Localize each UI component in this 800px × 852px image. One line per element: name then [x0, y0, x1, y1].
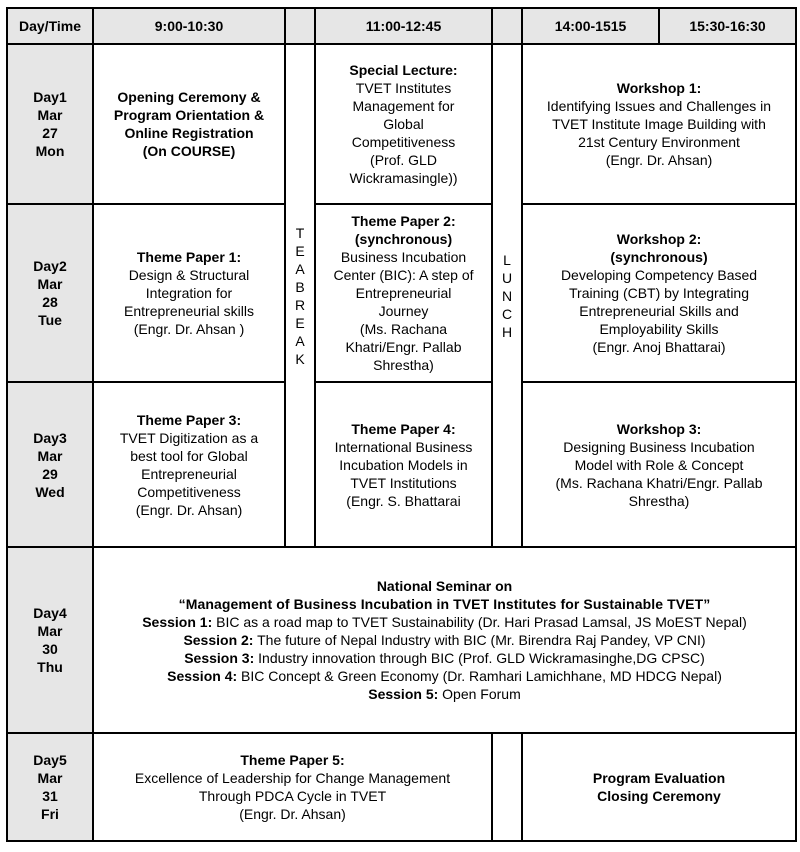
seminar-title: “Management of Business Incubation in TVET Institutes for Sustainable TVET” [178, 596, 711, 612]
day4-national-seminar [93, 547, 796, 733]
header-slot-2: 11:00-12:45 [315, 8, 492, 44]
day5-lunch-gap [492, 733, 522, 841]
header-lunch-gap [492, 8, 522, 44]
day5-label: Day5 Mar 31 Fri [7, 733, 93, 841]
day2-session-2: Theme Paper 2: (synchronous) Business Incubation Center (BIC): A step of Entrepreneurial Journey (Ms. Rachana Khatri/Engr. Pallab Shrestha) [315, 204, 492, 382]
header-slot-1: 9:00-10:30 [93, 8, 285, 44]
seminar-session-4: Session 4: BIC Concept & Green Economy (Dr. Ramhari Lamichhane, MD HDCG Nepal) [167, 668, 722, 684]
header-slot-3: 14:00-1515 [522, 8, 659, 44]
day3-row [7, 382, 796, 547]
day5-row [7, 733, 796, 841]
day5-closing: Program Evaluation Closing Ceremony [522, 733, 796, 841]
day3-session-2: Theme Paper 4: International Business Incubation Models in TVET Institutions (Engr. S. Bhattarai [315, 382, 492, 547]
header-tea-gap [285, 8, 315, 44]
day1-label: Day1 Mar 27 Mon [7, 44, 93, 204]
day5-session-1: Theme Paper 5: Excellence of Leadership for Change Management Through PDCA Cycle in TVET (Engr. Dr. Ahsan) [93, 733, 492, 841]
lunch-column: L U N C H [492, 44, 522, 547]
day1-session-1: Opening Ceremony & Program Orientation & Online Registration (On COURSE) [93, 44, 285, 204]
seminar-session-2: Session 2: The future of Nepal Industry with BIC (Mr. Birendra Raj Pandey, VP CNI) [183, 632, 706, 648]
seminar-session-3: Session 3: Industry innovation through BIC (Prof. GLD Wickramasinghe,DG CPSC) [184, 650, 705, 666]
header-slot-4: 15:30-16:30 [659, 8, 796, 44]
header-row [7, 8, 796, 44]
day2-session-1: Theme Paper 1: Design & Structural Integration for Entrepreneurial skills (Engr. Dr. Ahsan ) [93, 204, 285, 382]
seminar-session-1: Session 1: BIC as a road map to TVET Sustainability (Dr. Hari Prasad Lamsal, JS MoEST Nepal) [142, 614, 747, 630]
day3-workshop-3: Workshop 3: Designing Business Incubation Model with Role & Concept (Ms. Rachana Khatri/Engr. Pallab Shrestha) [522, 382, 796, 547]
day1-workshop-1: Workshop 1: Identifying Issues and Challenges in TVET Institute Image Building with 21st Century Environment (Engr. Dr. Ahsan) [522, 44, 796, 204]
day2-workshop-2: Workshop 2: (synchronous) Developing Competency Based Training (CBT) by Integrating Entrepreneurial Skills and Employability Skills (Engr. Anoj Bhattarai) [522, 204, 796, 382]
tea-break-column: T E A B R E A K [285, 44, 315, 547]
day2-label: Day2 Mar 28 Tue [7, 204, 93, 382]
day3-session-1: Theme Paper 3: TVET Digitization as a best tool for Global Entrepreneurial Competitiveness (Engr. Dr. Ahsan) [93, 382, 285, 547]
seminar-session-5: Session 5: Open Forum [368, 686, 521, 702]
day1-session-2: Special Lecture: TVET Institutes Management for Global Competitiveness (Prof. GLD Wickramasingle)) [315, 44, 492, 204]
header-day-time: Day/Time [7, 8, 93, 44]
day4-row [7, 547, 796, 733]
day3-label: Day3 Mar 29 Wed [7, 382, 93, 547]
day2-row [7, 204, 796, 382]
day4-label: Day4 Mar 30 Thu [7, 547, 93, 733]
seminar-heading: National Seminar on [376, 578, 513, 594]
day1-row [7, 44, 796, 204]
schedule-table [6, 7, 797, 842]
